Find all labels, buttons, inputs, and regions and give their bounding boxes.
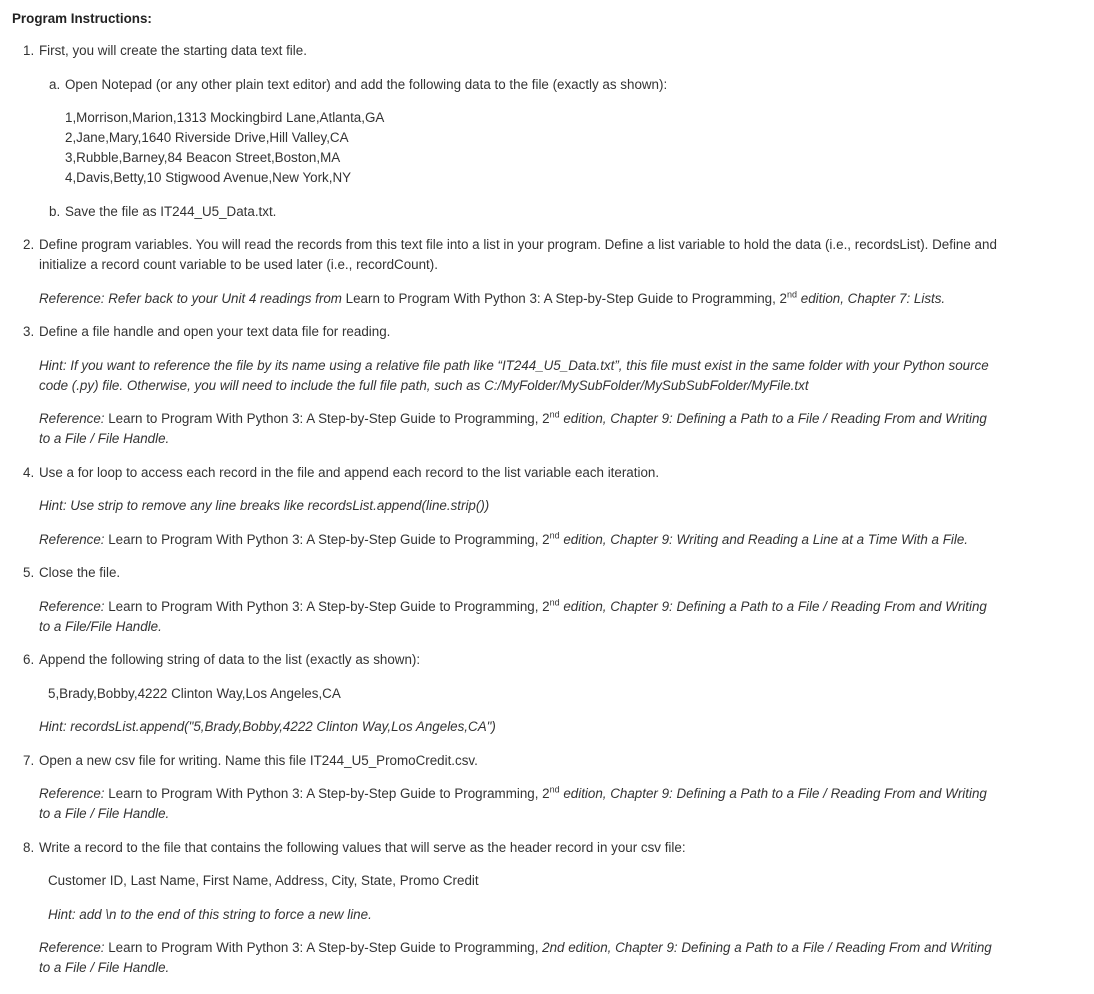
data-line: 5,Brady,Bobby,4222 Clinton Way,Los Angeles,CA [48, 686, 341, 701]
hint-note: Hint: recordsList.append("5,Brady,Bobby,4222 Clinton Way,Los Angeles,CA") [39, 719, 496, 734]
reference-note: to a File / File Handle. [39, 806, 170, 821]
substep-text: Open Notepad (or any other plain text editor) and add the following data to the file (exactly as shown): [65, 77, 668, 92]
step-text: Define program variables. You will read the records from this text file into a list in your program. Define a list variable to hold the data (i.e., recordsList). Define and [39, 237, 997, 252]
data-line: Customer ID, Last Name, First Name, Address, City, State, Promo Credit [48, 873, 479, 888]
data-line: 2,Jane,Mary,1640 Riverside Drive,Hill Valley,CA [65, 130, 349, 145]
step-text: Write a record to the file that contains the following values that will serve as the header record in your csv file: [39, 840, 686, 855]
reference-note: to a File / File Handle. [39, 431, 170, 446]
step-number: 3. [23, 324, 35, 339]
hint-note: code (.py) file. Otherwise, you will need to include the full file path, such as C:/MyFolder/MySubFolder/MySubSubFolder/MyFile.txt [39, 378, 809, 393]
reference-note: Reference: Learn to Program With Python 3: A Step-by-Step Guide to Programming, 2nd edition, Chapter 9: Defining a Path to a File / Reading From and Writing [39, 784, 987, 801]
step-number: 4. [23, 465, 35, 480]
reference-note: to a File / File Handle. [39, 960, 170, 975]
step-number: 8. [23, 840, 35, 855]
data-line: 1,Morrison,Marion,1313 Mockingbird Lane,Atlanta,GA [65, 110, 385, 125]
step-number: 6. [23, 652, 35, 667]
reference-note: to a File/File Handle. [39, 619, 162, 634]
step-text: initialize a record count variable to be used later (i.e., recordCount). [39, 257, 438, 272]
substep-marker: b. [49, 204, 61, 219]
step-number: 2. [23, 237, 35, 252]
step-text: Append the following string of data to the list (exactly as shown): [39, 652, 421, 667]
step-text: Open a new csv file for writing. Name this file IT244_U5_PromoCredit.csv. [39, 753, 478, 768]
reference-note: Reference: Learn to Program With Python 3: A Step-by-Step Guide to Programming, 2nd edition, Chapter 9: Writing and Reading a Line at a Time With a File. [39, 530, 969, 547]
reference-note: Reference: Refer back to your Unit 4 readings from Learn to Program With Python 3: A Step-by-Step Guide to Programming, 2nd edition, Chapter 7: Lists. [39, 289, 946, 306]
hint-note: Hint: Use strip to remove any line breaks like recordsList.append(line.strip()) [39, 498, 490, 513]
step-text: First, you will create the starting data text file. [39, 43, 307, 58]
step-number: 5. [23, 565, 35, 580]
substep-marker: a. [49, 77, 61, 92]
step-number: 7. [23, 753, 35, 768]
step-text: Close the file. [39, 565, 121, 580]
data-line: 3,Rubble,Barney,84 Beacon Street,Boston,MA [65, 150, 341, 165]
step-text: Define a file handle and open your text data file for reading. [39, 324, 391, 339]
step-number: 1. [23, 43, 35, 58]
page-title: Program Instructions: [12, 11, 152, 26]
hint-note: Hint: add \n to the end of this string to force a new line. [48, 907, 372, 922]
reference-note: Reference: Learn to Program With Python 3: A Step-by-Step Guide to Programming, 2nd edition, Chapter 9: Defining a Path to a File / Reading From and Writing [39, 597, 987, 614]
hint-note: Hint: If you want to reference the file by its name using a relative file path like “IT244_U5_Data.txt”, this file must exist in the same folder with your Python source [39, 358, 989, 373]
data-line: 4,Davis,Betty,10 Stigwood Avenue,New York,NY [65, 170, 352, 185]
reference-note: Reference: Learn to Program With Python 3: A Step-by-Step Guide to Programming, 2nd edition, Chapter 9: Defining a Path to a File / Reading From and Writing [39, 940, 992, 955]
step-text: Use a for loop to access each record in the file and append each record to the list variable each iteration. [39, 465, 660, 480]
substep-text: Save the file as IT244_U5_Data.txt. [65, 204, 277, 219]
reference-note: Reference: Learn to Program With Python 3: A Step-by-Step Guide to Programming, 2nd edition, Chapter 9: Defining a Path to a File / Reading From and Writing [39, 409, 987, 426]
